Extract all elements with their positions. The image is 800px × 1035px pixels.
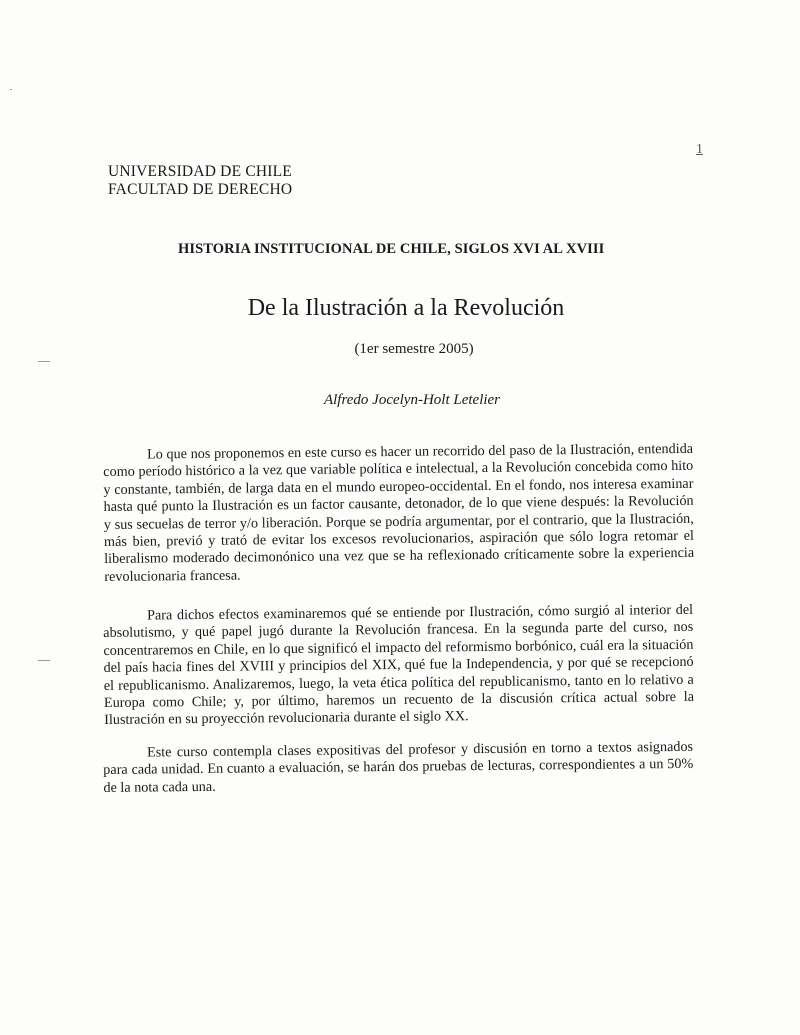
semester-label: (1er semestre 2005) bbox=[354, 341, 474, 357]
body-paragraph: Este curso contempla clases expositivas del profesor y discusión en torno a textos asignados para cada unidad. En cuanto a evaluación, se harán dos pruebas de lecturas, correspondientes a un 50% de la nota cada una. bbox=[103, 738, 694, 796]
body-paragraph: Lo que nos proponemos en este curso es hacer un recorrido del paso de la Ilustración, entendida como período histórico a la vez que variable política e intelectual, a la Revolución concebida como hito y constante, también, de larga data en el mundo europeo-occidental. En el fondo, nos interesa examinar hasta qué punto la Ilustración es un factor causante, detonador, de lo que viene después: la Revolución y sus secuelas de terror y/o liberación. Porque se podría argumentar, por el contrario, que la Ilustración, más bien, previó y trató de evitar los excesos revolucionarios, aspiración que sólo logra retomar el liberalismo moderado decimonónico una vez que se ha reflexionado críticamente sobre la experiencia revolucionaria francesa. bbox=[103, 440, 695, 585]
document-title: De la Ilustración a la Revolución bbox=[247, 295, 565, 321]
body-paragraph: Para dichos efectos examinaremos qué se entiende por Ilustración, cómo surgió al interior del absolutismo, y qué papel jugó durante la Revolución francesa. En la segunda parte del curso, nos concentraremos en Chile, en lo que significó el impacto del reformismo borbónico, cuál era la situación del país hacia fines del XVIII y principios del XIX, qué fue la Independencia, y por qué se recepcionó el republicanismo. Analizaremos, luego, la veta ética política del republicanismo, tanto en lo relativo a Europa como Chile; y, por último, haremos un recuento de la discusión crítica actual sobre la Ilustración en su proyección revolucionaria durante el siglo XX. bbox=[103, 601, 695, 729]
author-name: Alfredo Jocelyn-Holt Letelier bbox=[323, 392, 501, 408]
university-name: UNIVERSIDAD DE CHILE bbox=[108, 163, 292, 180]
faculty-name: FACULTAD DE DERECHO bbox=[108, 181, 293, 198]
page-number: 1 bbox=[696, 142, 703, 157]
scan-speck bbox=[38, 660, 50, 661]
course-title: HISTORIA INSTITUCIONAL DE CHILE, SIGLOS XVI AL XVIII bbox=[178, 241, 605, 257]
scan-speck bbox=[38, 361, 50, 362]
scan-speck bbox=[10, 89, 12, 90]
institution-header bbox=[108, 163, 292, 199]
